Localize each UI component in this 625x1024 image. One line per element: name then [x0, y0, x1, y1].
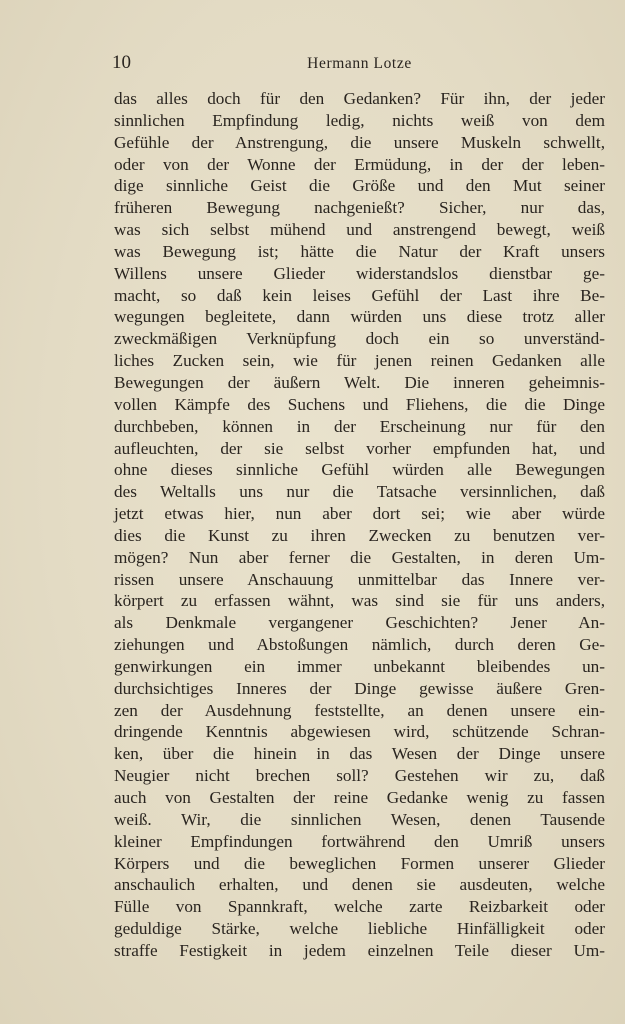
text-line: was sich selbst mühend und anstrengend bewegt, weiß — [114, 220, 605, 240]
text-line: wegungen begleitete, dann würden uns diese trotz aller — [114, 307, 605, 327]
text-line: genwirkungen ein immer unbekannt bleibendes un- — [114, 656, 605, 676]
text-line: auch von Gestalten der reine Gedanke wenig zu fassen — [114, 788, 605, 807]
running-title: Hermann Lotze — [307, 55, 412, 72]
text-line: anschaulich erhalten, und denen sie ausdeuten, welche — [114, 875, 605, 895]
page-number: 10 — [112, 52, 131, 73]
text-line: durchsichtiges Inneres der Dinge gewisse äußere Gren- — [114, 678, 605, 698]
text-line: ziehungen und Abstoßungen nämlich, durch deren Ge- — [114, 635, 605, 655]
text-line: körpert zu erfassen wähnt, was sind sie für uns anders, — [114, 591, 605, 611]
text-line: kleiner Empfindungen fortwährend den Umriß unsers — [114, 831, 605, 851]
text-line: des Weltalls uns nur die Tatsache versinnlichen, daß — [114, 482, 605, 502]
text-line: sinnlichen Empfindung ledig, nichts weiß von dem — [114, 110, 605, 130]
text-line: straffe Festigkeit in jedem einzelnen Teile dieser Um- — [114, 940, 605, 960]
text-line: Gefühle der Anstrengung, die unsere Muskeln schwellt, — [114, 132, 605, 152]
text-line: jetzt etwas hier, nun aber dort sei; wie aber würde — [114, 504, 605, 524]
text-line: oder von der Wonne der Ermüdung, in der der leben- — [114, 154, 605, 174]
text-line: liches Zucken sein, wie für jenen reinen Gedanken alle — [114, 351, 605, 371]
text-line: Neugier nicht brechen soll? Gestehen wir zu, daß — [114, 766, 605, 786]
text-line: weiß. Wir, die sinnlichen Wesen, denen Tausende — [114, 809, 605, 829]
running-head — [112, 52, 607, 76]
text-line: rissen unsere Anschauung unmittelbar das Innere ver- — [114, 569, 605, 589]
text-line: was Bewegung ist; hätte die Natur der Kraft unsers — [114, 241, 605, 261]
body-text — [114, 88, 605, 962]
text-line: dige sinnliche Geist die Größe und den Mut seiner — [114, 176, 605, 196]
text-line: Willens unsere Glieder widerstandslos dienstbar ge- — [114, 263, 605, 283]
text-line: durchbeben, können in der Erscheinung nur für den — [114, 416, 605, 436]
text-line: ohne dieses sinnliche Gefühl würden alle Bewegungen — [114, 460, 605, 480]
text-line: das alles doch für den Gedanken? Für ihn, der jeder — [114, 89, 605, 108]
text-line: Fülle von Spannkraft, welche zarte Reizbarkeit oder — [114, 897, 605, 917]
text-line: zen der Ausdehnung feststellte, an denen unsere ein- — [114, 700, 605, 720]
text-line: macht, so daß kein leises Gefühl der Last ihre Be- — [114, 285, 605, 305]
text-line: zweckmäßigen Verknüpfung doch ein so unverständ- — [114, 329, 605, 349]
text-line: Körpers und die beweglichen Formen unserer Glieder — [114, 853, 605, 873]
text-line: mögen? Nun aber ferner die Gestalten, in deren Um- — [114, 547, 605, 567]
text-line: geduldige Stärke, welche liebliche Hinfälligkeit oder — [114, 919, 605, 939]
text-line: vollen Kämpfe des Suchens und Fliehens, die die Dinge — [114, 394, 605, 414]
text-line: Bewegungen der äußern Welt. Die inneren geheimnis- — [114, 372, 605, 392]
text-line: ken, über die hinein in das Wesen der Dinge unsere — [114, 744, 605, 764]
text-line: dringende Kenntnis abgewiesen wird, schützende Schran- — [114, 722, 605, 742]
text-line: früheren Bewegung nachgenießt? Sicher, nur das, — [114, 198, 605, 218]
text-line: aufleuchten, der sie selbst vorher empfunden hat, und — [114, 438, 605, 458]
text-line: als Denkmale vergangener Geschichten? Jener An- — [114, 613, 605, 633]
text-line: dies die Kunst zu ihren Zwecken zu benutzen ver- — [114, 525, 605, 545]
